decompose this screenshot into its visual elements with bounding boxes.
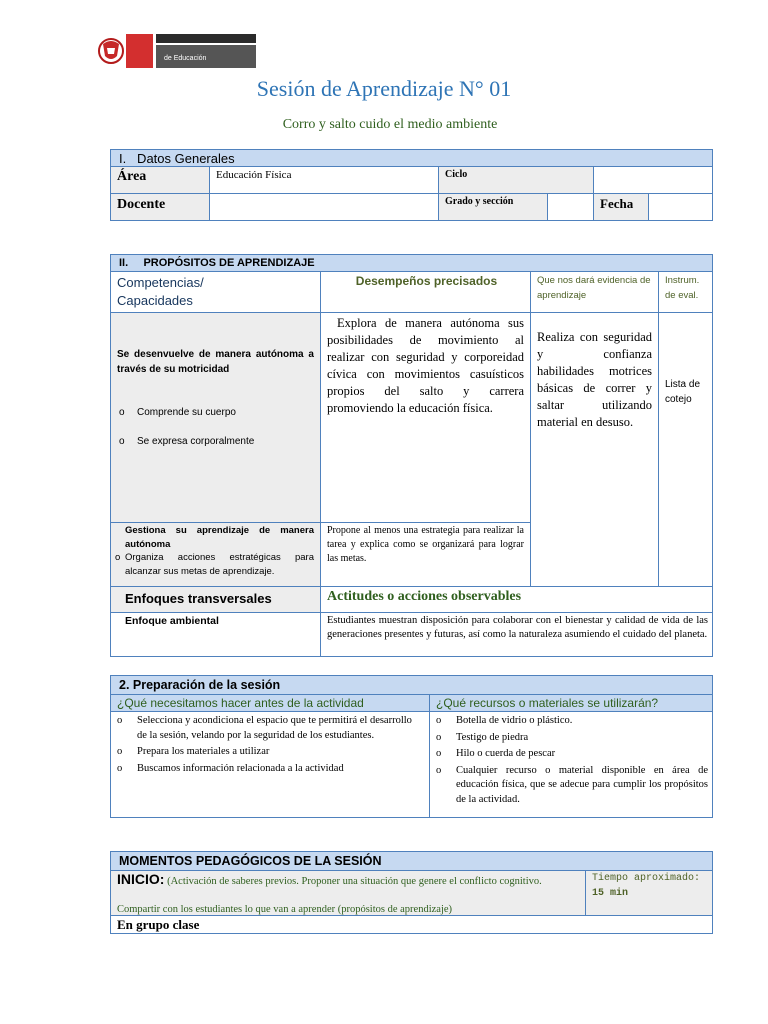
tiempo-label: Tiempo aproximado: <box>592 873 701 884</box>
docente-label: Docente <box>117 197 166 212</box>
capacidad-item: o Se expresa corporalmente <box>115 436 315 447</box>
inicio-label: INICIO: <box>117 871 165 887</box>
area-value: Educación Física <box>216 169 292 181</box>
list-item: o Botella de vidrio o plástico. <box>432 714 708 729</box>
evidencia-text: Realiza con seguridad y confianza habilidades motrices básicas de correr y saltar utilizando material en desuso. <box>537 330 652 429</box>
competencia-2-cell <box>110 522 321 587</box>
grado-value-cell <box>547 193 594 221</box>
page-subtitle: Corro y salto cuido el medio ambiente <box>282 117 498 132</box>
inicio-description-2: Compartir con los estudiantes lo que van a aprender (propósitos de aprendizaje) <box>117 904 453 915</box>
inicio-description: (Activación de saberes previos. Proponer una situación que genere el conflicto cognitivo. <box>167 876 542 887</box>
evidencia-header: Que nos dará evidencia de aprendizaje <box>537 275 651 301</box>
competencia-1-cell <box>110 312 321 523</box>
logo-black-bar <box>156 34 256 43</box>
fecha-label: Fecha <box>600 196 634 211</box>
fecha-label-cell <box>593 193 649 221</box>
area-label: Área <box>117 169 147 184</box>
section-heading: MOMENTOS PEDAGÓGICOS DE LA SESIÓN <box>119 854 382 868</box>
preparacion-left-cell <box>110 711 430 818</box>
enfoques-label-cell <box>110 586 321 613</box>
preparacion-left-heading: ¿Qué necesitamos hacer antes de la actividad <box>117 696 364 710</box>
preparacion-right-list <box>432 714 708 807</box>
desempenos-header-cell <box>320 271 531 313</box>
actitudes-label: Actitudes o acciones observables <box>327 589 522 604</box>
list-item: o Hilo o cuerda de pescar <box>432 747 708 762</box>
ciclo-label-cell <box>438 166 594 194</box>
docente-label-cell <box>110 193 210 221</box>
section-heading: II. PROPÓSITOS DE APRENDIZAJE <box>119 257 315 269</box>
list-item: o Buscamos información relacionada a la actividad <box>113 762 423 777</box>
preparacion-right-cell <box>429 711 713 818</box>
instrumento-header-cell <box>658 271 713 313</box>
enfoque-text: Enfoque ambiental <box>125 615 219 627</box>
docente-value-cell <box>209 193 439 221</box>
momentos-heading <box>110 851 713 871</box>
desempeno-1: Explora de manera autónoma sus posibilidades de movimiento al realizar con seguridad y corporeidad cívica con movimientos casuísticos propios del salto y carrera promoviendo la educación física. <box>327 316 524 415</box>
capacidades-list-2 <box>111 551 314 579</box>
grupo-clase-cell <box>110 915 713 934</box>
grado-label-cell <box>438 193 548 221</box>
tiempo-cell <box>585 870 713 916</box>
instrumento-header: Instrum. de eval. <box>665 275 700 301</box>
area-label-cell <box>110 166 210 194</box>
evidencia-cell <box>530 312 659 587</box>
preparacion-heading <box>110 675 713 695</box>
actitud-cell <box>320 612 713 657</box>
competencias-header: Competencias/ Capacidades <box>117 275 204 308</box>
ciclo-label: Ciclo <box>445 169 468 180</box>
capacidad-item: o Comprende su cuerpo <box>115 407 315 418</box>
enfoque-cell <box>110 612 321 657</box>
inicio-cell <box>110 870 586 916</box>
section-heading: I. Datos Generales <box>119 151 235 166</box>
list-item: o Cualquier recurso o material disponible en área de educación física, que se adecue para cumplir los propósitos de la actividad. <box>432 764 708 808</box>
preparacion-right-heading: ¿Qué recursos o materiales se utilizarán? <box>436 696 659 710</box>
desempenos-header: Desempeños precisados <box>355 274 498 288</box>
competencias-header-cell <box>110 271 321 313</box>
instrumento-cell <box>658 312 713 587</box>
page-title: Sesión de Aprendizaje N° 01 <box>256 76 512 101</box>
grado-label: Grado y sección <box>445 196 514 207</box>
section-heading: 2. Preparación de la sesión <box>119 678 281 692</box>
inicio-text-block <box>117 873 579 888</box>
desempeno-1-cell <box>320 312 531 523</box>
tiempo-value: 15 min <box>592 888 629 899</box>
datos-generales-heading <box>110 149 713 167</box>
ciclo-value-cell <box>593 166 713 194</box>
fecha-value-cell <box>648 193 713 221</box>
actitudes-label-cell <box>320 586 713 613</box>
propositos-heading <box>110 254 713 272</box>
competencia-2: Gestiona su aprendizaje de manera autónoma <box>125 525 314 550</box>
evidencia-header-cell <box>530 271 659 313</box>
capacidades-list <box>115 407 315 447</box>
preparacion-right-heading-cell <box>429 694 713 712</box>
preparacion-left-list <box>113 714 423 776</box>
ministry-logo <box>96 34 261 68</box>
list-item: o Selecciona y acondiciona el espacio que te permitirá el desarrollo de la sesión, velando por la seguridad de los estudiantes. <box>113 714 423 743</box>
list-item: o Prepara los materiales a utilizar <box>113 745 423 760</box>
actitud-text: Estudiantes muestran disposición para colaborar con el bienestar y calidad de vida de las generaciones presentes y futuras, así como la naturaleza asumiendo el cuidado del planeta. <box>327 615 708 640</box>
instrumento-text: Lista de cotejo <box>665 379 701 405</box>
capacidad-item: o Organiza acciones estratégicas para alcanzar sus metas de aprendizaje. <box>111 551 314 579</box>
peru-shield-icon <box>96 34 126 68</box>
competencia-1: Se desenvuelve de manera autónoma a través de su motricidad <box>117 349 314 375</box>
grupo-clase-text: En grupo clase <box>117 917 200 932</box>
area-value-cell <box>209 166 439 194</box>
logo-red-bar <box>126 34 153 68</box>
desempeno-2-cell <box>320 522 531 587</box>
logo-text: de Educación <box>164 55 207 62</box>
desempeno-2: Propone al menos una estrategia para realizar la tarea y explica como se organizará para lograr las metas. <box>327 525 524 564</box>
preparacion-left-heading-cell <box>110 694 430 712</box>
enfoques-label: Enfoques transversales <box>125 591 272 606</box>
list-item: o Testigo de piedra <box>432 731 708 746</box>
